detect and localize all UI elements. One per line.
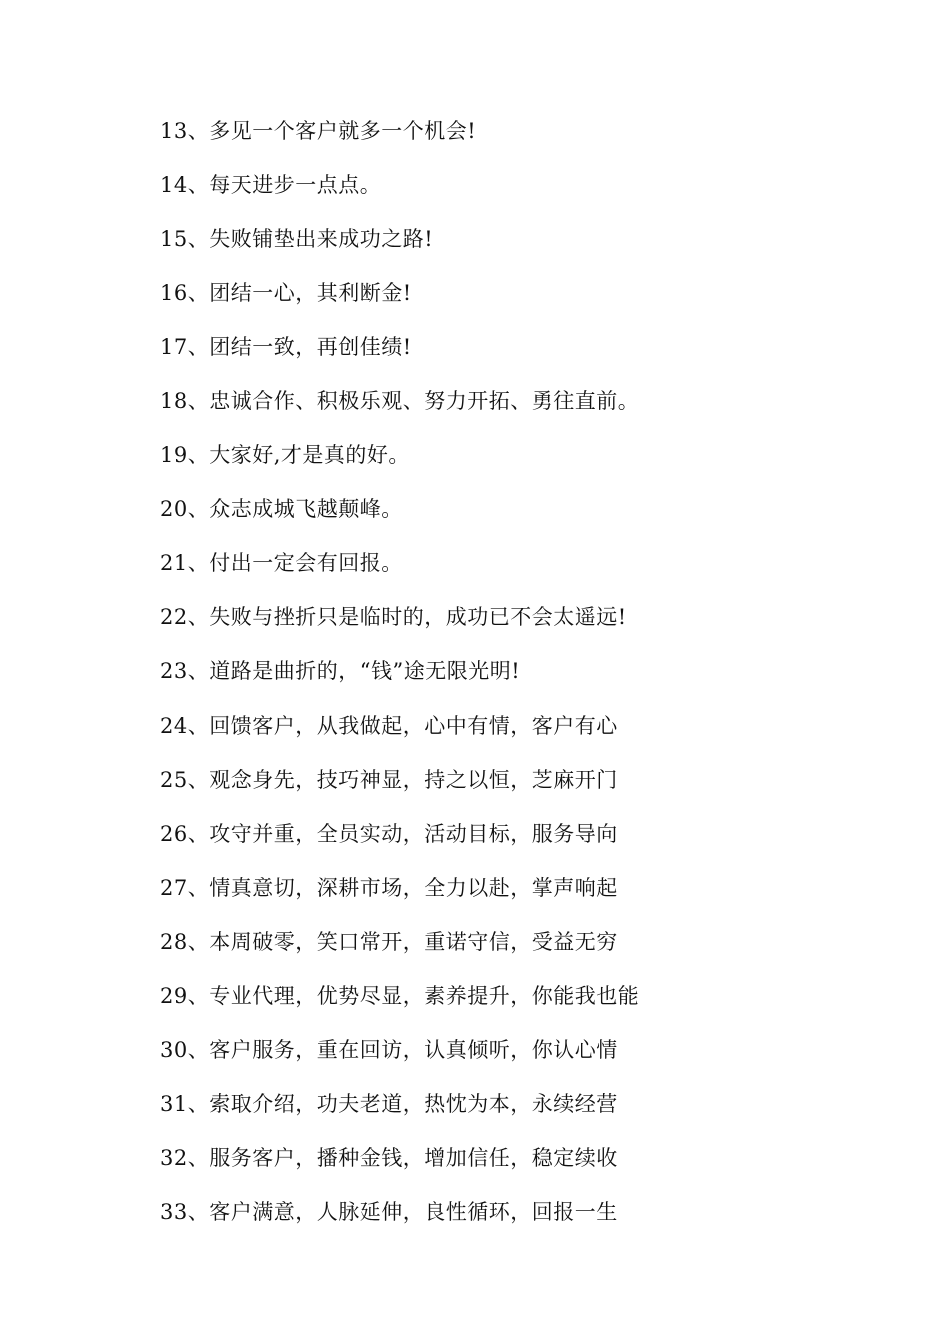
list-item: 17、团结一致，再创佳绩! (160, 335, 412, 360)
list-item: 21、付出一定会有回报。 (160, 551, 403, 576)
list-item: 20、众志成城飞越颠峰。 (160, 497, 403, 522)
slogan-list (160, 106, 880, 1241)
list-item: 16、团结一心，其利断金! (160, 281, 412, 306)
list-item: 19、大家好,才是真的好。 (160, 443, 410, 468)
list-item: 32、服务客户，播种金钱，增加信任，稳定续收 (160, 1145, 618, 1170)
list-item: 22、失败与挫折只是临时的，成功已不会太遥远! (160, 605, 627, 630)
list-item: 23、道路是曲折的，“钱”途无限光明! (160, 659, 521, 684)
list-item: 33、客户满意，人脉延伸，良性循环，回报一生 (160, 1199, 618, 1224)
list-item: 26、攻守并重，全员实动，活动目标，服务导向 (160, 821, 618, 846)
list-item: 15、失败铺垫出来成功之路! (160, 227, 434, 252)
list-item: 25、观念身先，技巧神显，持之以恒，芝麻开门 (160, 767, 618, 792)
list-item: 29、专业代理，优势尽显，素养提升，你能我也能 (160, 983, 640, 1008)
list-item: 27、情真意切，深耕市场，全力以赴，掌声响起 (160, 875, 618, 900)
list-item: 14、每天进步一点点。 (160, 173, 382, 198)
list-item: 31、索取介绍，功夫老道，热忱为本，永续经营 (160, 1091, 618, 1116)
list-item: 28、本周破零，笑口常开，重诺守信，受益无穷 (160, 929, 618, 954)
list-item: 18、忠诚合作、积极乐观、努力开拓、勇往直前。 (160, 389, 640, 414)
list-item: 30、客户服务，重在回访，认真倾听，你认心情 (160, 1037, 618, 1062)
list-item: 24、回馈客户，从我做起，心中有情，客户有心 (160, 713, 618, 738)
list-item: 13、多见一个客户就多一个机会! (160, 119, 477, 143)
